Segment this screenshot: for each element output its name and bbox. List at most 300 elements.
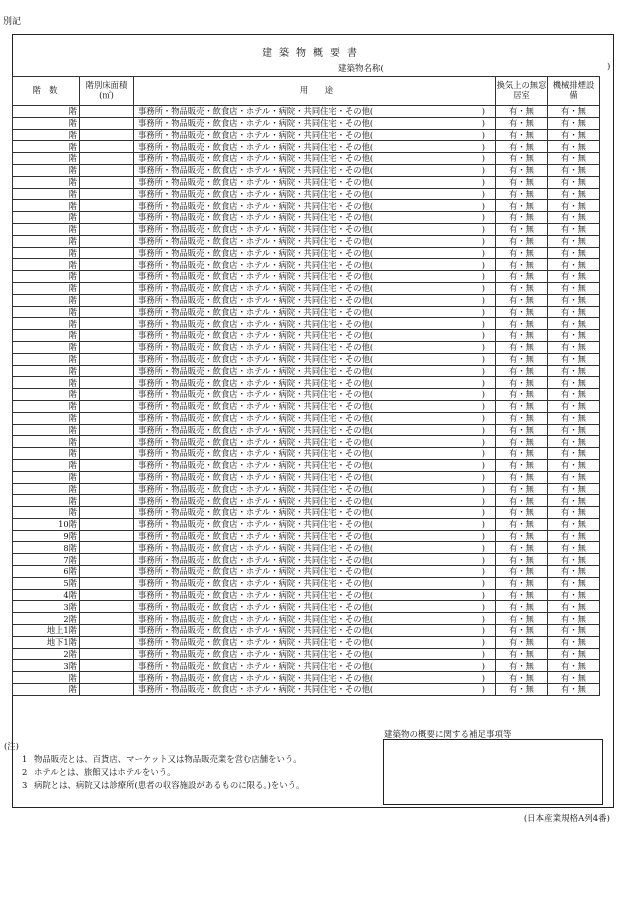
- mechanical-smoke-cell[interactable]: 有・無: [548, 518, 600, 530]
- floor-cell: 3階: [13, 660, 80, 672]
- mechanical-smoke-cell[interactable]: 有・無: [548, 625, 600, 637]
- ventilation-cell[interactable]: 有・無: [496, 259, 548, 271]
- mechanical-smoke-cell[interactable]: 有・無: [548, 459, 600, 471]
- area-cell[interactable]: [80, 153, 134, 165]
- area-cell[interactable]: [80, 129, 134, 141]
- mechanical-smoke-cell[interactable]: 有・無: [548, 235, 600, 247]
- floor-cell: 階: [13, 672, 80, 684]
- use-text: 事務所・物品販売・飲食店・ホテル・病院・共同住宅・その他(: [138, 436, 374, 447]
- ventilation-cell[interactable]: 有・無: [496, 235, 548, 247]
- mechanical-smoke-cell[interactable]: 有・無: [548, 212, 600, 224]
- use-text: 事務所・物品販売・飲食店・ホテル・病院・共同住宅・その他(: [138, 365, 374, 376]
- use-text: 事務所・物品販売・飲食店・ホテル・病院・共同住宅・その他(: [138, 554, 374, 565]
- use-close: ): [481, 436, 485, 447]
- area-cell[interactable]: [80, 542, 134, 554]
- use-cell: [134, 353, 496, 365]
- area-cell[interactable]: [80, 306, 134, 318]
- ventilation-cell[interactable]: 有・無: [496, 577, 548, 589]
- table-row: [13, 684, 600, 696]
- note-item: [8, 779, 304, 792]
- use-close: ): [481, 177, 485, 188]
- mechanical-smoke-cell[interactable]: 有・無: [548, 223, 600, 235]
- ventilation-cell[interactable]: 有・無: [496, 613, 548, 625]
- use-cell: [134, 424, 496, 436]
- use-close: ): [481, 200, 485, 211]
- area-cell[interactable]: [80, 589, 134, 601]
- use-close: ): [481, 236, 485, 247]
- use-cell: [134, 306, 496, 318]
- use-close: ): [481, 389, 485, 400]
- note-item: [8, 766, 304, 779]
- floor-cell: 階: [13, 271, 80, 283]
- mechanical-smoke-cell[interactable]: 有・無: [548, 259, 600, 271]
- mechanical-smoke-cell[interactable]: 有・無: [548, 306, 600, 318]
- building-name-label: 建築物名称(: [338, 64, 384, 74]
- use-close: ): [481, 530, 485, 541]
- ventilation-cell[interactable]: 有・無: [496, 601, 548, 613]
- mechanical-smoke-cell[interactable]: 有・無: [548, 648, 600, 660]
- table-row: [13, 424, 600, 436]
- floor-cell: 階: [13, 129, 80, 141]
- mechanical-smoke-cell[interactable]: 有・無: [548, 188, 600, 200]
- table-row: [13, 518, 600, 530]
- mechanical-smoke-cell[interactable]: 有・無: [548, 530, 600, 542]
- use-close: ): [481, 224, 485, 235]
- ventilation-cell[interactable]: 有・無: [496, 530, 548, 542]
- mechanical-smoke-cell[interactable]: 有・無: [548, 247, 600, 259]
- floor-cell: 階: [13, 365, 80, 377]
- ventilation-cell[interactable]: 有・無: [496, 542, 548, 554]
- area-cell[interactable]: [80, 507, 134, 519]
- table-row: [13, 483, 600, 495]
- table-row: [13, 507, 600, 519]
- floor-cell: 階: [13, 306, 80, 318]
- floor-cell: 階: [13, 341, 80, 353]
- mechanical-smoke-cell[interactable]: 有・無: [548, 684, 600, 696]
- use-text: 事務所・物品販売・飲食店・ホテル・病院・共同住宅・その他(: [138, 271, 374, 282]
- floor-cell: 階: [13, 259, 80, 271]
- use-text: 事務所・物品販売・飲食店・ホテル・病院・共同住宅・その他(: [138, 212, 374, 223]
- mechanical-smoke-cell[interactable]: 有・無: [548, 365, 600, 377]
- use-text: 事務所・物品販売・飲食店・ホテル・病院・共同住宅・その他(: [138, 448, 374, 459]
- mechanical-smoke-cell[interactable]: 有・無: [548, 117, 600, 129]
- area-cell[interactable]: [80, 247, 134, 259]
- ventilation-cell[interactable]: 有・無: [496, 353, 548, 365]
- area-cell[interactable]: [80, 353, 134, 365]
- area-cell[interactable]: [80, 554, 134, 566]
- use-close: ): [481, 613, 485, 624]
- ventilation-cell[interactable]: 有・無: [496, 471, 548, 483]
- area-cell[interactable]: [80, 200, 134, 212]
- floor-cell: 階: [13, 471, 80, 483]
- mechanical-smoke-cell[interactable]: 有・無: [548, 389, 600, 401]
- use-cell: [134, 235, 496, 247]
- floor-cell: 階: [13, 495, 80, 507]
- ventilation-cell[interactable]: 有・無: [496, 648, 548, 660]
- supplement-box[interactable]: [383, 739, 603, 805]
- use-cell: [134, 400, 496, 412]
- table-row: [13, 389, 600, 401]
- header-floor: 階 数: [13, 77, 80, 106]
- ventilation-cell[interactable]: 有・無: [496, 436, 548, 448]
- ventilation-cell[interactable]: 有・無: [496, 318, 548, 330]
- use-text: 事務所・物品販売・飲食店・ホテル・病院・共同住宅・その他(: [138, 377, 374, 388]
- floor-cell: 階: [13, 483, 80, 495]
- use-cell: [134, 247, 496, 259]
- mechanical-smoke-cell[interactable]: 有・無: [548, 294, 600, 306]
- mechanical-smoke-cell[interactable]: 有・無: [548, 577, 600, 589]
- ventilation-cell[interactable]: 有・無: [496, 518, 548, 530]
- mechanical-smoke-cell[interactable]: 有・無: [548, 601, 600, 613]
- area-cell[interactable]: [80, 117, 134, 129]
- mechanical-smoke-cell[interactable]: 有・無: [548, 271, 600, 283]
- table-row: [13, 400, 600, 412]
- area-cell[interactable]: [80, 684, 134, 696]
- table-row: [13, 672, 600, 684]
- mechanical-smoke-cell[interactable]: 有・無: [548, 424, 600, 436]
- use-cell: [134, 330, 496, 342]
- area-cell[interactable]: [80, 672, 134, 684]
- use-text: 事務所・物品販売・飲食店・ホテル・病院・共同住宅・その他(: [138, 200, 374, 211]
- use-cell: [134, 259, 496, 271]
- ventilation-cell[interactable]: 有・無: [496, 684, 548, 696]
- mechanical-smoke-cell[interactable]: 有・無: [548, 153, 600, 165]
- mechanical-smoke-cell[interactable]: 有・無: [548, 106, 600, 118]
- area-cell[interactable]: [80, 459, 134, 471]
- floor-cell: 階: [13, 330, 80, 342]
- floor-cell: 2階: [13, 613, 80, 625]
- ventilation-cell[interactable]: 有・無: [496, 176, 548, 188]
- table-row: [13, 660, 600, 672]
- mechanical-smoke-cell[interactable]: 有・無: [548, 377, 600, 389]
- ventilation-cell[interactable]: 有・無: [496, 141, 548, 153]
- use-close: ): [481, 507, 485, 518]
- area-cell[interactable]: [80, 176, 134, 188]
- area-cell[interactable]: [80, 613, 134, 625]
- use-text: 事務所・物品販売・飲食店・ホテル・病院・共同住宅・その他(: [138, 483, 374, 494]
- ventilation-cell[interactable]: 有・無: [496, 200, 548, 212]
- area-cell[interactable]: [80, 223, 134, 235]
- use-close: ): [481, 153, 485, 164]
- use-close: ): [481, 212, 485, 223]
- floor-cell: 3階: [13, 601, 80, 613]
- ventilation-cell[interactable]: 有・無: [496, 589, 548, 601]
- area-cell[interactable]: [80, 330, 134, 342]
- use-text: 事務所・物品販売・飲食店・ホテル・病院・共同住宅・その他(: [138, 401, 374, 412]
- jis-standard-note: (日本産業規格A列4番): [523, 814, 610, 824]
- use-text: 事務所・物品販売・飲食店・ホテル・病院・共同住宅・その他(: [138, 259, 374, 270]
- ventilation-cell[interactable]: 有・無: [496, 212, 548, 224]
- area-cell[interactable]: [80, 530, 134, 542]
- ventilation-cell[interactable]: 有・無: [496, 660, 548, 672]
- ventilation-cell[interactable]: 有・無: [496, 424, 548, 436]
- table-row: [13, 306, 600, 318]
- use-text: 事務所・物品販売・飲食店・ホテル・病院・共同住宅・その他(: [138, 153, 374, 164]
- use-text: 事務所・物品販売・飲食店・ホテル・病院・共同住宅・その他(: [138, 353, 374, 364]
- mechanical-smoke-cell[interactable]: 有・無: [548, 330, 600, 342]
- ventilation-cell[interactable]: 有・無: [496, 672, 548, 684]
- use-text: 事務所・物品販売・飲食店・ホテル・病院・共同住宅・その他(: [138, 177, 374, 188]
- use-close: ): [481, 342, 485, 353]
- use-text: 事務所・物品販売・飲食店・ホテル・病院・共同住宅・その他(: [138, 424, 374, 435]
- ventilation-cell[interactable]: 有・無: [496, 412, 548, 424]
- note-number: 1: [22, 754, 28, 764]
- area-cell[interactable]: [80, 164, 134, 176]
- area-cell[interactable]: [80, 318, 134, 330]
- mechanical-smoke-cell[interactable]: 有・無: [548, 589, 600, 601]
- use-cell: [134, 188, 496, 200]
- table-row: [13, 625, 600, 637]
- use-close: ): [481, 129, 485, 140]
- table-row: [13, 176, 600, 188]
- use-close: ): [481, 165, 485, 176]
- mechanical-smoke-cell[interactable]: 有・無: [548, 542, 600, 554]
- mechanical-smoke-cell[interactable]: 有・無: [548, 471, 600, 483]
- area-cell[interactable]: [80, 271, 134, 283]
- ventilation-cell[interactable]: 有・無: [496, 330, 548, 342]
- use-cell: [134, 271, 496, 283]
- form-title: 建築物概要書: [262, 48, 364, 59]
- mechanical-smoke-cell[interactable]: 有・無: [548, 200, 600, 212]
- area-cell[interactable]: [80, 389, 134, 401]
- use-close: ): [481, 259, 485, 270]
- ventilation-cell[interactable]: 有・無: [496, 483, 548, 495]
- ventilation-cell[interactable]: 有・無: [496, 153, 548, 165]
- area-cell[interactable]: [80, 625, 134, 637]
- ventilation-cell[interactable]: 有・無: [496, 507, 548, 519]
- use-text: 事務所・物品販売・飲食店・ホテル・病院・共同住宅・その他(: [138, 530, 374, 541]
- header-mechanical-smoke: 機械排煙設 備: [548, 77, 600, 106]
- area-cell[interactable]: [80, 518, 134, 530]
- floor-cell: 階: [13, 212, 80, 224]
- mechanical-smoke-cell[interactable]: 有・無: [548, 141, 600, 153]
- ventilation-cell[interactable]: 有・無: [496, 625, 548, 637]
- floor-cell: 階: [13, 141, 80, 153]
- area-cell[interactable]: [80, 412, 134, 424]
- ventilation-cell[interactable]: 有・無: [496, 164, 548, 176]
- table-row: [13, 164, 600, 176]
- use-text: 事務所・物品販売・飲食店・ホテル・病院・共同住宅・その他(: [138, 236, 374, 247]
- use-cell: [134, 613, 496, 625]
- note-item: [8, 753, 304, 766]
- ventilation-cell[interactable]: 有・無: [496, 247, 548, 259]
- ventilation-cell[interactable]: 有・無: [496, 459, 548, 471]
- mechanical-smoke-cell[interactable]: 有・無: [548, 566, 600, 578]
- use-text: 事務所・物品販売・飲食店・ホテル・病院・共同住宅・その他(: [138, 507, 374, 518]
- use-text: 事務所・物品販売・飲食店・ホテル・病院・共同住宅・その他(: [138, 247, 374, 258]
- use-close: ): [481, 625, 485, 636]
- use-close: ): [481, 637, 485, 648]
- area-cell[interactable]: [80, 294, 134, 306]
- mechanical-smoke-cell[interactable]: 有・無: [548, 412, 600, 424]
- area-cell[interactable]: [80, 577, 134, 589]
- table-row: [13, 188, 600, 200]
- use-text: 事務所・物品販売・飲食店・ホテル・病院・共同住宅・その他(: [138, 283, 374, 294]
- area-cell[interactable]: [80, 495, 134, 507]
- mechanical-smoke-cell[interactable]: 有・無: [548, 318, 600, 330]
- ventilation-cell[interactable]: 有・無: [496, 554, 548, 566]
- use-text: 事務所・物品販売・飲食店・ホテル・病院・共同住宅・その他(: [138, 471, 374, 482]
- mechanical-smoke-cell[interactable]: 有・無: [548, 613, 600, 625]
- floor-cell: 階: [13, 235, 80, 247]
- use-close: ): [481, 377, 485, 388]
- table-row: [13, 542, 600, 554]
- area-cell[interactable]: [80, 377, 134, 389]
- use-cell: [134, 164, 496, 176]
- use-cell: [134, 141, 496, 153]
- note-text: 病院とは、病院又は診療所(患者の収容施設があるものに限る。)をいう。: [34, 780, 305, 790]
- mechanical-smoke-cell[interactable]: 有・無: [548, 660, 600, 672]
- ventilation-cell[interactable]: 有・無: [496, 223, 548, 235]
- area-cell[interactable]: [80, 400, 134, 412]
- use-text: 事務所・物品販売・飲食店・ホテル・病院・共同住宅・その他(: [138, 519, 374, 530]
- use-cell: [134, 223, 496, 235]
- ventilation-cell[interactable]: 有・無: [496, 448, 548, 460]
- floor-cell: 階: [13, 294, 80, 306]
- use-text: 事務所・物品販売・飲食店・ホテル・病院・共同住宅・その他(: [138, 342, 374, 353]
- area-cell[interactable]: [80, 601, 134, 613]
- ventilation-cell[interactable]: 有・無: [496, 341, 548, 353]
- use-close: ): [481, 306, 485, 317]
- table-row: [13, 613, 600, 625]
- area-cell[interactable]: [80, 235, 134, 247]
- floor-cell: 階: [13, 377, 80, 389]
- use-cell: [134, 601, 496, 613]
- use-close: ): [481, 589, 485, 600]
- mechanical-smoke-cell[interactable]: 有・無: [548, 554, 600, 566]
- use-cell: [134, 129, 496, 141]
- area-cell[interactable]: [80, 106, 134, 118]
- mechanical-smoke-cell[interactable]: 有・無: [548, 636, 600, 648]
- use-text: 事務所・物品販売・飲食店・ホテル・病院・共同住宅・その他(: [138, 613, 374, 624]
- mechanical-smoke-cell[interactable]: 有・無: [548, 164, 600, 176]
- use-cell: [134, 389, 496, 401]
- mechanical-smoke-cell[interactable]: 有・無: [548, 495, 600, 507]
- table-row: [13, 554, 600, 566]
- area-cell[interactable]: [80, 365, 134, 377]
- area-cell[interactable]: [80, 448, 134, 460]
- area-cell[interactable]: [80, 660, 134, 672]
- mechanical-smoke-cell[interactable]: 有・無: [548, 282, 600, 294]
- use-close: ): [481, 188, 485, 199]
- use-text: 事務所・物品販売・飲食店・ホテル・病院・共同住宅・その他(: [138, 589, 374, 600]
- use-close: ): [481, 353, 485, 364]
- ventilation-cell[interactable]: 有・無: [496, 117, 548, 129]
- mechanical-smoke-cell[interactable]: 有・無: [548, 448, 600, 460]
- floor-cell: 階: [13, 448, 80, 460]
- area-cell[interactable]: [80, 424, 134, 436]
- use-cell: [134, 660, 496, 672]
- mechanical-smoke-cell[interactable]: 有・無: [548, 353, 600, 365]
- use-cell: [134, 365, 496, 377]
- area-cell[interactable]: [80, 141, 134, 153]
- table-row: [13, 436, 600, 448]
- area-cell[interactable]: [80, 566, 134, 578]
- use-text: 事務所・物品販売・飲食店・ホテル・病院・共同住宅・その他(: [138, 637, 374, 648]
- mechanical-smoke-cell[interactable]: 有・無: [548, 129, 600, 141]
- table-row: [13, 117, 600, 129]
- use-cell: [134, 436, 496, 448]
- use-cell: [134, 153, 496, 165]
- table-row: [13, 129, 600, 141]
- attachment-label: 別記: [3, 17, 22, 27]
- ventilation-cell[interactable]: 有・無: [496, 129, 548, 141]
- use-cell: [134, 495, 496, 507]
- use-close: ): [481, 141, 485, 152]
- table-row: [13, 459, 600, 471]
- floor-cell: 2階: [13, 648, 80, 660]
- area-cell[interactable]: [80, 648, 134, 660]
- mechanical-smoke-cell[interactable]: 有・無: [548, 436, 600, 448]
- building-name-close: ): [607, 62, 611, 72]
- area-cell[interactable]: [80, 282, 134, 294]
- floor-cell: 階: [13, 424, 80, 436]
- floor-cell: 階: [13, 436, 80, 448]
- ventilation-cell[interactable]: 有・無: [496, 495, 548, 507]
- ventilation-cell[interactable]: 有・無: [496, 400, 548, 412]
- floor-cell: 階: [13, 412, 80, 424]
- area-cell[interactable]: [80, 636, 134, 648]
- ventilation-cell[interactable]: 有・無: [496, 365, 548, 377]
- use-cell: [134, 471, 496, 483]
- ventilation-cell[interactable]: 有・無: [496, 636, 548, 648]
- table-row: [13, 495, 600, 507]
- table-row: [13, 577, 600, 589]
- ventilation-cell[interactable]: 有・無: [496, 106, 548, 118]
- area-cell[interactable]: [80, 483, 134, 495]
- use-cell: [134, 684, 496, 696]
- use-cell: [134, 648, 496, 660]
- mechanical-smoke-cell[interactable]: 有・無: [548, 176, 600, 188]
- floor-cell: 階: [13, 353, 80, 365]
- use-close: ): [481, 247, 485, 258]
- ventilation-cell[interactable]: 有・無: [496, 294, 548, 306]
- use-cell: [134, 200, 496, 212]
- area-cell[interactable]: [80, 471, 134, 483]
- floor-cell: 階: [13, 117, 80, 129]
- use-cell: [134, 554, 496, 566]
- mechanical-smoke-cell[interactable]: 有・無: [548, 400, 600, 412]
- mechanical-smoke-cell[interactable]: 有・無: [548, 483, 600, 495]
- ventilation-cell[interactable]: 有・無: [496, 282, 548, 294]
- use-text: 事務所・物品販売・飲食店・ホテル・病院・共同住宅・その他(: [138, 495, 374, 506]
- ventilation-cell[interactable]: 有・無: [496, 389, 548, 401]
- ventilation-cell[interactable]: 有・無: [496, 188, 548, 200]
- area-cell[interactable]: [80, 341, 134, 353]
- ventilation-cell[interactable]: 有・無: [496, 566, 548, 578]
- use-close: ): [481, 271, 485, 282]
- mechanical-smoke-cell[interactable]: 有・無: [548, 672, 600, 684]
- ventilation-cell[interactable]: 有・無: [496, 377, 548, 389]
- area-cell[interactable]: [80, 212, 134, 224]
- mechanical-smoke-cell[interactable]: 有・無: [548, 341, 600, 353]
- use-cell: [134, 577, 496, 589]
- use-close: ): [481, 118, 485, 129]
- ventilation-cell[interactable]: 有・無: [496, 306, 548, 318]
- area-cell[interactable]: [80, 188, 134, 200]
- building-summary-table: [12, 76, 603, 696]
- floor-cell: 6階: [13, 566, 80, 578]
- floor-cell: 8階: [13, 542, 80, 554]
- use-cell: [134, 282, 496, 294]
- table-row: [13, 318, 600, 330]
- area-cell[interactable]: [80, 259, 134, 271]
- area-cell[interactable]: [80, 436, 134, 448]
- table-row: [13, 141, 600, 153]
- ventilation-cell[interactable]: 有・無: [496, 271, 548, 283]
- use-text: 事務所・物品販売・飲食店・ホテル・病院・共同住宅・その他(: [138, 306, 374, 317]
- mechanical-smoke-cell[interactable]: 有・無: [548, 507, 600, 519]
